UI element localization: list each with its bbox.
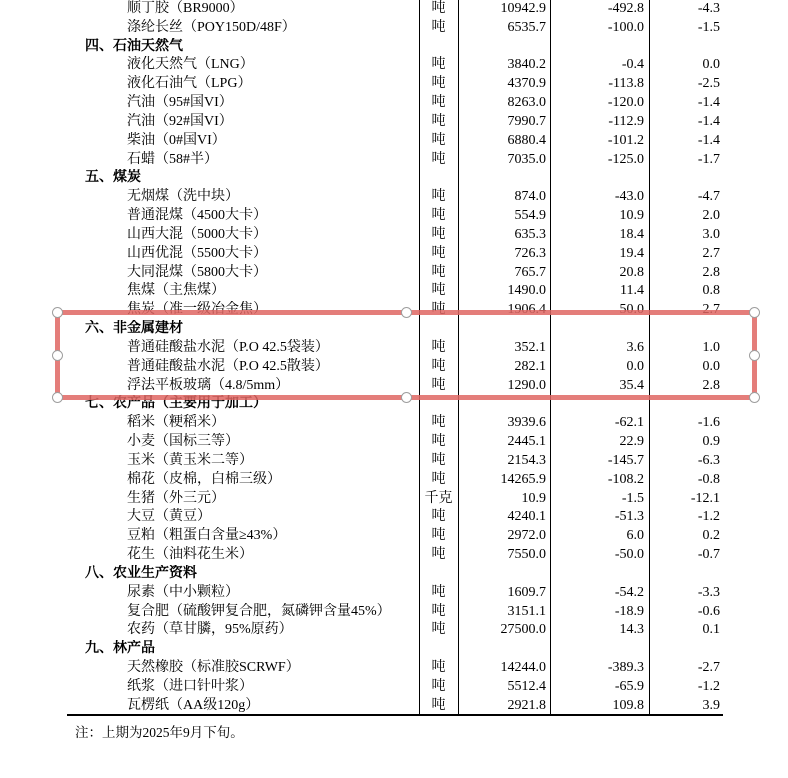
pct-cell [649,565,720,584]
table-row [0,659,788,678]
price-cell: 14244.0 [500,659,546,675]
product-name: 汽油（92#国VI） [127,113,233,129]
change-cell: 20.8 [619,264,644,280]
price-cell: 8263.0 [507,95,546,111]
unit-cell: 吨 [431,358,446,374]
product-name: 棉花（皮棉，白棉三级） [127,471,281,487]
product-name: 大豆（黄豆） [127,509,211,525]
product-name: 生猪（外三元） [127,490,225,506]
pct-cell: 2.7 [702,302,720,318]
product-name: 四、石油天然气 [85,38,183,54]
unit-cell: 吨 [431,113,446,129]
pct-cell: -12.1 [690,490,720,506]
unit-cell [419,169,458,188]
change-cell: 3.6 [626,339,644,355]
unit-cell: 吨 [431,697,446,713]
product-name: 纸浆（进口针叶浆） [127,678,253,694]
table-row [0,151,788,170]
change-cell: -65.9 [614,678,644,694]
pct-cell: -0.6 [697,603,720,619]
unit-cell [419,640,458,659]
unit-cell: 吨 [431,76,446,92]
change-cell: -113.8 [608,76,644,92]
price-cell: 6535.7 [507,19,546,35]
pct-cell: 2.0 [702,208,720,224]
change-cell: -43.0 [614,189,644,205]
price-cell: 7990.7 [507,113,546,129]
product-name: 普通混煤（4500大卡） [127,208,267,224]
price-cell: 1609.7 [507,584,546,600]
annotation-handle-e[interactable] [749,350,760,361]
change-cell: 50.0 [619,302,644,318]
product-name: 石蜡（58#半） [127,151,218,167]
annotation-handle-nw[interactable] [52,307,63,318]
price-cell: 352.1 [514,339,546,355]
annotation-handle-sw[interactable] [52,392,63,403]
table-row [0,527,788,546]
price-cell: 14265.9 [500,471,546,487]
section-row [0,169,788,188]
product-name: 焦炭（准一级冶金焦） [127,302,267,318]
table-row [0,264,788,283]
change-cell: 109.8 [612,697,644,713]
table-row [0,226,788,245]
price-cell: 874.0 [514,189,546,205]
price-cell: 2921.8 [507,697,546,713]
change-cell: 22.9 [619,434,644,450]
price-cell: 7035.0 [507,151,546,167]
table-row [0,0,788,19]
section-row [0,640,788,659]
table-row [0,94,788,113]
pct-cell: 3.9 [702,697,720,713]
table-row [0,75,788,94]
unit-cell [419,565,458,584]
change-cell: -389.3 [607,659,644,675]
pct-cell [649,640,720,659]
table-row [0,697,788,716]
product-name: 复合肥（硫酸钾复合肥，氮磷钾含量45%） [127,603,391,619]
table-bottom-border [67,714,723,716]
table-row [0,471,788,490]
table-row [0,56,788,75]
price-cell [458,640,550,659]
product-name: 焦煤（主焦煤） [127,283,225,299]
unit-cell: 吨 [431,1,446,16]
unit-cell: 吨 [431,283,446,299]
product-name: 山西优混（5500大卡） [127,245,267,261]
unit-cell: 吨 [431,659,446,675]
pct-cell: 2.7 [702,245,720,261]
product-name: 八、农业生产资料 [85,565,197,581]
product-name: 五、煤炭 [85,170,141,186]
unit-cell: 吨 [431,452,446,468]
unit-cell: 吨 [431,584,446,600]
price-cell [458,565,550,584]
table-row [0,508,788,527]
product-name: 山西大混（5000大卡） [127,226,267,242]
unit-cell: 吨 [431,678,446,694]
annotation-handle-w[interactable] [52,350,63,361]
unit-cell: 吨 [431,415,446,431]
pct-cell: -0.7 [697,547,720,563]
unit-cell: 吨 [431,528,446,544]
change-cell: 6.0 [626,528,644,544]
table-row [0,19,788,38]
price-cell: 6880.4 [507,132,546,148]
product-name: 顺丁胶（BR9000） [127,1,244,16]
unit-cell: 吨 [431,509,446,525]
price-cell: 3840.2 [507,57,546,73]
annotation-box[interactable] [55,310,757,400]
table-row [0,188,788,207]
product-name: 豆粕（粗蛋白含量≥43%） [127,528,287,544]
section-row [0,38,788,57]
product-name: 大同混煤（5800大卡） [127,264,267,280]
pct-cell: -1.4 [697,113,720,129]
product-name: 农药（草甘膦，95%原药） [127,622,293,638]
product-name: 柴油（0#国VI） [127,132,226,148]
table-row [0,132,788,151]
unit-cell: 吨 [431,19,446,35]
table-row [0,282,788,301]
unit-cell: 吨 [431,603,446,619]
price-cell: 3151.1 [507,603,546,619]
pct-cell: -4.3 [697,1,720,16]
product-name: 瓦楞纸（AA级120g） [127,697,260,713]
product-name: 无烟煤（洗中块） [127,189,239,205]
unit-cell: 吨 [431,339,446,355]
price-cell: 5512.4 [507,678,546,694]
table-row [0,207,788,226]
unit-cell: 吨 [431,245,446,261]
product-name: 普通硅酸盐水泥（P.O 42.5袋装） [127,339,329,355]
price-cell: 2972.0 [507,528,546,544]
unit-cell: 吨 [431,132,446,148]
pct-cell [649,169,720,188]
product-name: 天然橡胶（标准胶SCRWF） [127,659,300,675]
change-cell: 10.9 [619,208,644,224]
table-row [0,584,788,603]
change-cell: -0.4 [621,57,644,73]
unit-cell: 吨 [431,547,446,563]
price-cell: 10.9 [521,490,546,506]
pct-cell: -1.5 [697,19,720,35]
table-row [0,113,788,132]
price-cell: 726.3 [514,245,546,261]
pct-cell [649,38,720,57]
product-name: 涤纶长丝（POY150D/48F） [127,19,296,35]
annotation-handle-se[interactable] [749,392,760,403]
price-cell: 1906.4 [507,302,546,318]
unit-cell: 吨 [431,189,446,205]
pct-cell: -0.8 [697,471,720,487]
unit-cell: 吨 [431,208,446,224]
product-name: 液化天然气（LNG） [127,57,254,73]
change-cell: 0.0 [626,358,644,374]
unit-cell: 千克 [424,490,453,506]
change-cell [550,169,649,188]
price-cell: 635.3 [514,226,546,242]
unit-cell: 吨 [431,151,446,167]
change-cell: 18.4 [619,226,644,242]
pct-cell: 2.8 [702,264,720,280]
change-cell: -145.7 [607,452,644,468]
pct-cell: -4.7 [697,189,720,205]
change-cell: -125.0 [607,151,644,167]
price-cell: 1290.0 [507,377,546,393]
price-cell: 7550.0 [507,547,546,563]
change-cell [550,640,649,659]
price-cell: 4370.9 [507,76,546,92]
change-cell: -120.0 [607,95,644,111]
unit-cell: 吨 [431,622,446,638]
price-cell: 282.1 [514,358,546,374]
product-name: 小麦（国标三等） [127,434,239,450]
annotation-handle-ne[interactable] [749,307,760,318]
pct-cell: -3.3 [697,584,720,600]
change-cell: -18.9 [614,603,644,619]
pct-cell: -1.7 [697,151,720,167]
pct-cell: 0.8 [702,283,720,299]
pct-cell: -1.4 [697,95,720,111]
pct-cell: 0.2 [702,528,720,544]
change-cell: 35.4 [619,377,644,393]
change-cell: -50.0 [614,547,644,563]
pct-cell: -1.2 [697,678,720,694]
pct-cell: 2.8 [702,377,720,393]
price-cell: 2154.3 [507,452,546,468]
product-name: 六、非金属建材 [85,321,183,337]
product-name: 九、林产品 [85,641,155,657]
unit-cell: 吨 [431,264,446,280]
product-name: 普通硅酸盐水泥（P.O 42.5散装） [127,358,329,374]
pct-cell: -2.7 [697,659,720,675]
product-name: 液化石油气（LPG） [127,76,252,92]
price-cell: 2445.1 [507,434,546,450]
product-name: 尿素（中小颗粒） [127,584,239,600]
pct-cell: 0.1 [702,622,720,638]
price-cell: 10942.9 [500,1,546,16]
price-cell: 554.9 [514,208,546,224]
pct-cell: 0.9 [702,434,720,450]
change-cell: -108.2 [607,471,644,487]
change-cell: -54.2 [614,584,644,600]
price-cell: 27500.0 [500,622,546,638]
change-cell: -1.5 [621,490,644,506]
change-cell [550,38,649,57]
change-cell: -492.8 [607,1,644,16]
unit-cell: 吨 [431,377,446,393]
pct-cell: -1.6 [697,415,720,431]
unit-cell: 吨 [431,57,446,73]
annotation-handle-s[interactable] [401,392,412,403]
pct-cell: 0.0 [702,57,720,73]
change-cell: 14.3 [619,622,644,638]
pct-cell: -1.4 [697,132,720,148]
change-cell: -51.3 [614,509,644,525]
price-cell [458,38,550,57]
price-cell: 1490.0 [507,283,546,299]
product-name: 浮法平板玻璃（4.8/5mm） [127,377,290,393]
product-name: 花生（油料花生米） [127,547,253,563]
change-cell: -100.0 [607,19,644,35]
unit-cell [419,38,458,57]
price-cell: 3939.6 [507,415,546,431]
change-cell: 11.4 [620,283,644,299]
change-cell [550,565,649,584]
price-cell [458,169,550,188]
annotation-handle-n[interactable] [401,307,412,318]
change-cell: -101.2 [607,132,644,148]
table-row [0,452,788,471]
change-cell: -112.9 [608,113,644,129]
change-cell: -62.1 [614,415,644,431]
table-row [0,433,788,452]
pct-cell: 0.0 [702,358,720,374]
price-cell: 765.7 [514,264,546,280]
unit-cell: 吨 [431,95,446,111]
unit-cell: 吨 [431,226,446,242]
table-note: 注：上期为2025年9月下旬。 [75,725,244,740]
table-row [0,678,788,697]
pct-cell: -2.5 [697,76,720,92]
table-row [0,621,788,640]
table-row [0,490,788,509]
table-row [0,245,788,264]
pct-cell: 1.0 [702,339,720,355]
price-cell: 4240.1 [507,509,546,525]
unit-cell: 吨 [431,434,446,450]
product-name: 七、农产品（主要用于加工） [85,396,267,412]
table-row [0,546,788,565]
change-cell: 19.4 [619,245,644,261]
product-name: 汽油（95#国VI） [127,95,233,111]
table-row [0,603,788,622]
product-name: 稻米（粳稻米） [127,415,225,431]
pct-cell: 3.0 [702,226,720,242]
pct-cell: -1.2 [697,509,720,525]
table-row [0,414,788,433]
pct-cell: -6.3 [697,452,720,468]
unit-cell: 吨 [431,302,446,318]
section-row [0,565,788,584]
product-name: 玉米（黄玉米二等） [127,452,253,468]
unit-cell: 吨 [431,471,446,487]
